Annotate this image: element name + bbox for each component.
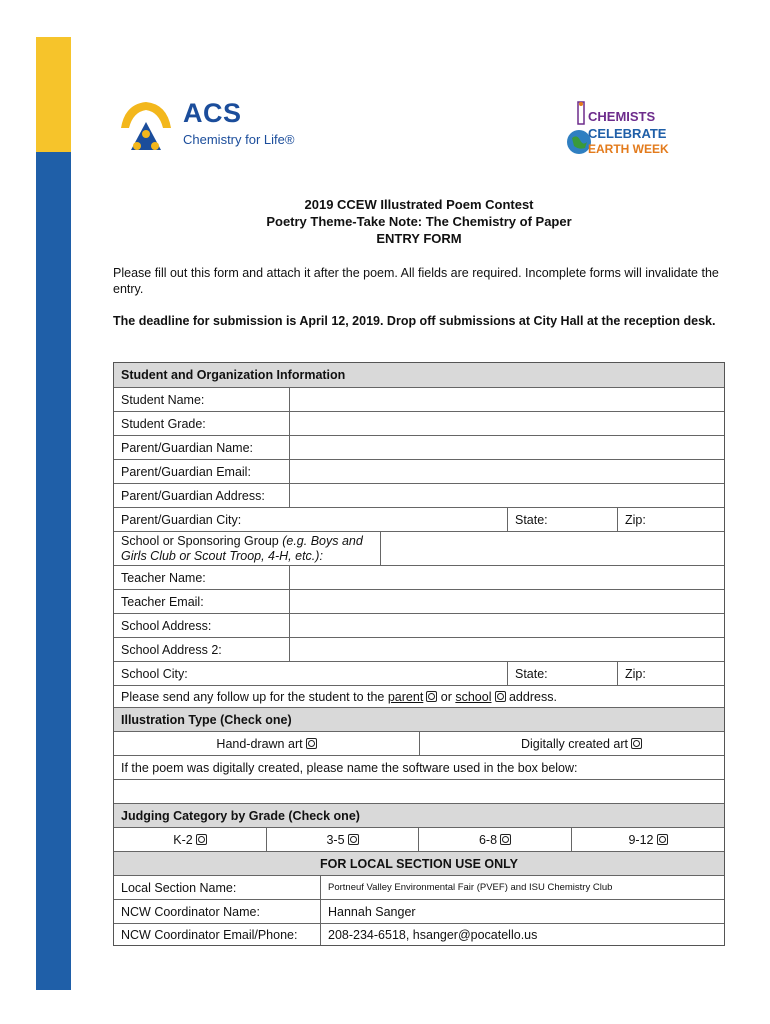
ccew-line-celebrate: CELEBRATE	[588, 126, 667, 141]
row-school-address	[114, 613, 724, 637]
intro-text: Please fill out this form and attach it after the poem. All fields are required. Incomplete forms will invalidate the entry.	[113, 266, 719, 296]
side-bar-yellow	[36, 37, 71, 152]
contest-title: 2019 CCEW Illustrated Poem Contest	[304, 197, 534, 212]
teacher-email-input[interactable]	[289, 590, 724, 613]
student-grade-input[interactable]	[289, 412, 724, 435]
coordinator-contact-value: 208-234-6518, hsanger@pocatello.us	[320, 924, 724, 945]
parent-zip-input[interactable]: Zip:	[617, 508, 724, 531]
section-judging-category	[114, 803, 724, 827]
school-state-input[interactable]: State:	[507, 662, 617, 685]
acs-tagline: Chemistry for Life®	[183, 132, 295, 147]
row-parent-name	[114, 435, 724, 459]
row-software-prompt	[114, 755, 724, 779]
software-prompt: If the poem was digitally created, please name the software used in the box below:	[121, 760, 578, 775]
grade-label: 6-8	[478, 832, 498, 847]
grade-option-6-8[interactable]	[418, 828, 571, 851]
field-label: School Address:	[121, 618, 212, 633]
grade-label: 9-12	[628, 832, 654, 847]
row-local-section	[114, 875, 724, 899]
school-group-label: School or Sponsoring Group	[121, 533, 283, 548]
local-section-value: Portneuf Valley Environmental Fair (PVEF) and ISU Chemistry Club	[320, 876, 724, 899]
section-illustration-type	[114, 707, 724, 731]
teacher-name-input[interactable]	[289, 566, 724, 589]
field-label: Teacher Email:	[121, 594, 204, 609]
hand-drawn-checkbox[interactable]	[306, 738, 317, 749]
hand-drawn-label: Hand-drawn art	[216, 736, 303, 751]
field-label: Parent/Guardian Address:	[121, 488, 265, 503]
field-label: Student Name:	[121, 392, 205, 407]
side-bar-blue	[36, 37, 71, 990]
row-followup	[114, 685, 724, 707]
section-header: Student and Organization Information	[114, 363, 724, 387]
poetry-theme: Poetry Theme-Take Note: The Chemistry of Paper	[266, 214, 572, 229]
grade-k2-checkbox[interactable]	[196, 834, 207, 845]
parent-city-input[interactable]: Parent/Guardian City:	[121, 512, 242, 527]
ccew-logo	[565, 98, 685, 160]
school-address-input[interactable]	[289, 614, 724, 637]
digital-option[interactable]	[419, 732, 724, 755]
ccew-line-chemists: CHEMISTS	[588, 109, 656, 124]
row-coordinator-contact	[114, 923, 724, 945]
row-student-grade	[114, 411, 724, 435]
row-student-name	[114, 387, 724, 411]
field-label: NCW Coordinator Email/Phone:	[121, 927, 298, 942]
grade-option-9-12[interactable]	[571, 828, 724, 851]
hand-drawn-option[interactable]	[114, 732, 419, 755]
followup-or: or	[437, 689, 456, 704]
grade-option-3-5[interactable]	[266, 828, 418, 851]
row-software-input	[114, 779, 724, 803]
software-input[interactable]	[114, 780, 724, 803]
field-label	[114, 532, 380, 565]
row-school-group	[114, 531, 724, 565]
grade-option-k2[interactable]	[114, 828, 266, 851]
field-label: NCW Coordinator Name:	[121, 904, 260, 919]
parent-email-input[interactable]	[289, 460, 724, 483]
field-label: Parent/Guardian Name:	[121, 440, 254, 455]
field-label: School Address 2:	[121, 642, 222, 657]
followup-preference	[114, 686, 724, 707]
row-illustration-options	[114, 731, 724, 755]
deadline-text: The deadline for submission is April 12, 2019. Drop off submissions at City Hall at the reception desk.	[113, 314, 716, 328]
field-label: Teacher Name:	[121, 570, 206, 585]
school-group-input[interactable]	[380, 532, 724, 565]
field-label: Student Grade:	[121, 416, 206, 431]
parent-checkbox[interactable]	[426, 691, 437, 702]
followup-school-label: school	[455, 689, 492, 704]
coordinator-name-value: Hannah Sanger	[320, 900, 724, 923]
digital-label: Digitally created art	[521, 736, 628, 751]
section-header: FOR LOCAL SECTION USE ONLY	[114, 852, 724, 875]
followup-end: address.	[505, 689, 557, 704]
field-label: Parent/Guardian Email:	[121, 464, 251, 479]
parent-state-input[interactable]: State:	[507, 508, 617, 531]
student-name-input[interactable]	[289, 388, 724, 411]
parent-address-input[interactable]	[289, 484, 724, 507]
entry-form-table	[113, 362, 725, 946]
form-title: ENTRY FORM	[376, 231, 462, 246]
row-teacher-email	[114, 589, 724, 613]
school-group-example: (e.g. Boys and Girls Club or Scout Troop, 4-H, etc.):	[121, 533, 363, 563]
school-address2-input[interactable]	[289, 638, 724, 661]
section-header: Judging Category by Grade (Check one)	[114, 804, 724, 827]
row-school-city	[114, 661, 724, 685]
parent-name-input[interactable]	[289, 436, 724, 459]
grade-9-12-checkbox[interactable]	[657, 834, 668, 845]
acs-logo	[113, 98, 303, 158]
row-coordinator-name	[114, 899, 724, 923]
title-block	[113, 196, 725, 247]
ccew-line-earth-week: EARTH WEEK	[588, 142, 669, 156]
followup-text: Please send any follow up for the student to the	[121, 689, 388, 704]
field-label: Local Section Name:	[121, 880, 237, 895]
row-parent-city	[114, 507, 724, 531]
school-checkbox[interactable]	[495, 691, 506, 702]
grade-label: K-2	[173, 832, 193, 847]
followup-parent-label: parent	[387, 689, 424, 704]
section-student-info	[114, 363, 724, 387]
row-teacher-name	[114, 565, 724, 589]
grade-3-5-checkbox[interactable]	[348, 834, 359, 845]
section-local-use	[114, 851, 724, 875]
grade-6-8-checkbox[interactable]	[500, 834, 511, 845]
school-zip-input[interactable]: Zip:	[617, 662, 724, 685]
row-grade-options	[114, 827, 724, 851]
acs-emblem-icon	[113, 98, 179, 160]
section-header: Illustration Type (Check one)	[114, 708, 724, 731]
row-parent-email	[114, 459, 724, 483]
row-school-address2	[114, 637, 724, 661]
row-parent-address	[114, 483, 724, 507]
digital-checkbox[interactable]	[631, 738, 642, 749]
school-city-input[interactable]: School City:	[121, 666, 188, 681]
acs-wordmark: ACS	[183, 98, 242, 128]
grade-label: 3-5	[326, 832, 345, 847]
